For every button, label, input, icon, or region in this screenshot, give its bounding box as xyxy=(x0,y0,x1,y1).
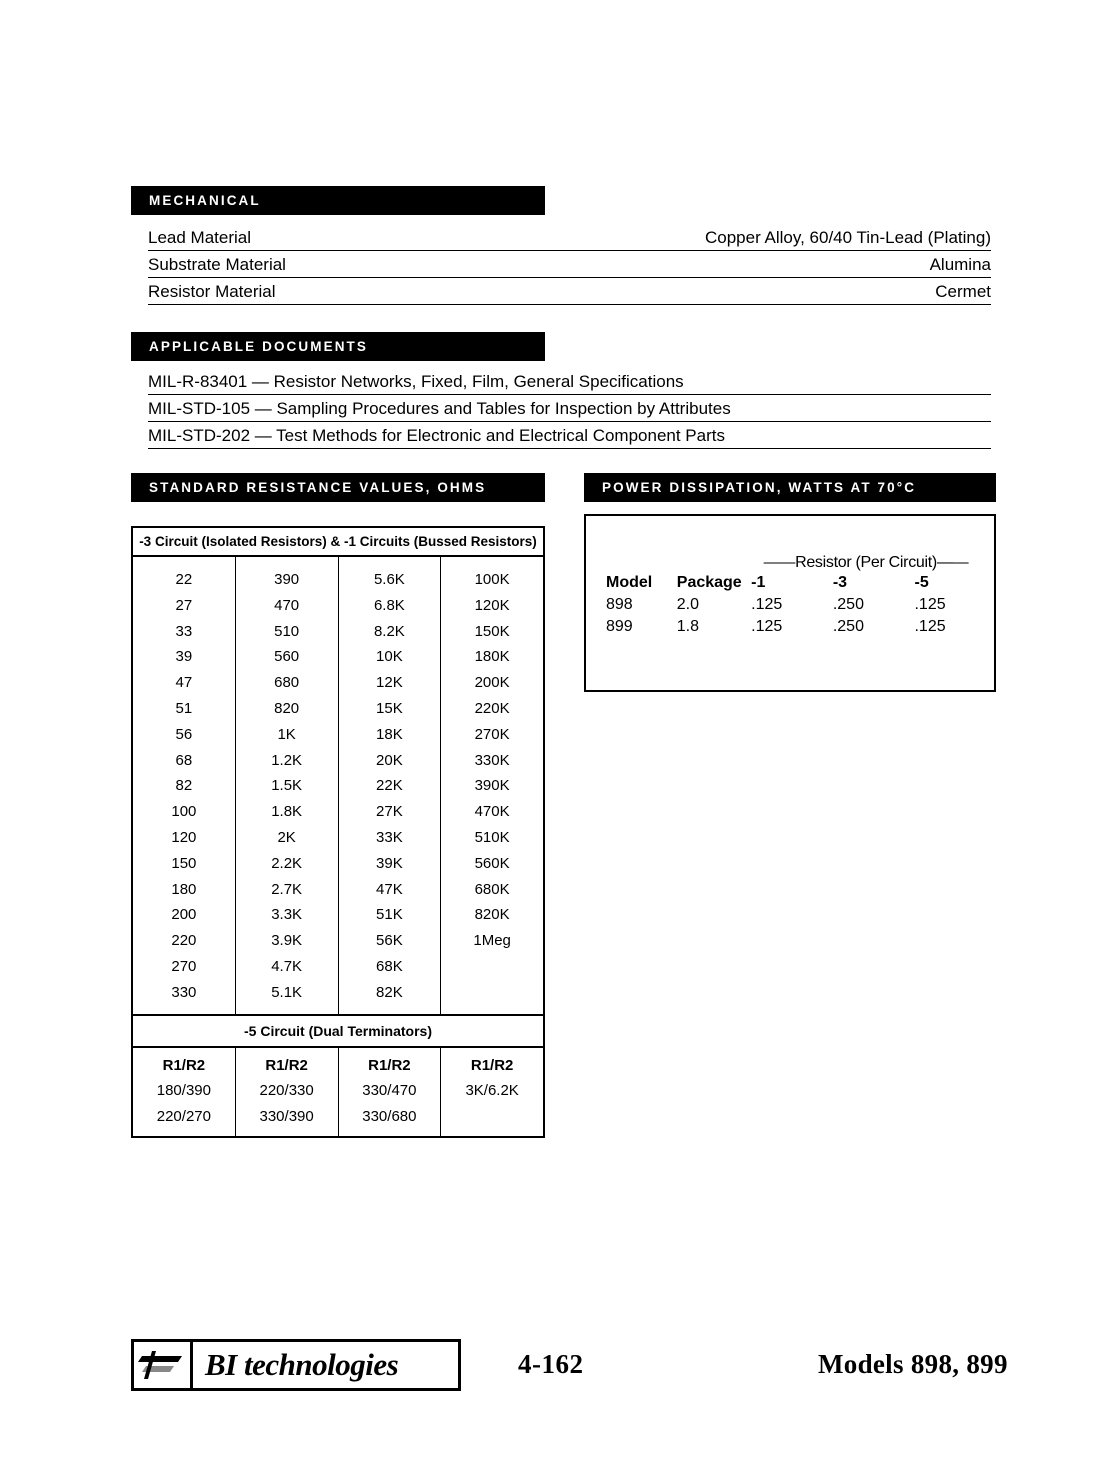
bi-logo-glyph-icon xyxy=(134,1342,190,1388)
cell-package: 2.0 xyxy=(676,596,700,613)
resistance-value: 680 xyxy=(274,674,300,692)
dual-terminators-grid xyxy=(133,1048,543,1137)
resistance-column xyxy=(441,557,543,1014)
resistance-value: 220K xyxy=(474,699,510,717)
resistance-value: 22K xyxy=(376,777,403,795)
resistance-value: 390K xyxy=(474,777,510,795)
dual-value: 330/470 xyxy=(362,1082,417,1100)
table-row xyxy=(606,596,978,614)
resistance-value: 200 xyxy=(171,906,197,924)
resistance-value: 100K xyxy=(474,571,510,588)
resistance-value: 330 xyxy=(171,983,197,1001)
resistance-value: 120 xyxy=(171,828,197,846)
resistance-value: 680K xyxy=(474,880,510,898)
dual-column-header: R1/R2 xyxy=(265,1056,308,1074)
cell-dash5: .125 xyxy=(914,618,946,635)
resistance-value: 68K xyxy=(376,957,403,975)
dual-column xyxy=(339,1048,442,1137)
dual-column-header: R1/R2 xyxy=(470,1056,514,1074)
resistance-value: 1.8K xyxy=(271,803,303,821)
cell-dash5: .125 xyxy=(914,596,946,613)
resistance-value: 180K xyxy=(474,648,510,666)
power-dissipation-table xyxy=(584,514,996,692)
dual-column xyxy=(236,1048,339,1137)
resistance-value: 270K xyxy=(474,725,510,743)
power-header-row xyxy=(606,574,978,592)
resistance-value: 56 xyxy=(175,725,193,743)
footer-models: Models 898, 899 xyxy=(818,1349,1008,1379)
table-row xyxy=(148,282,991,305)
resistance-value-grid xyxy=(133,557,543,1014)
dual-terminators-subtitle: -5 Circuit (Dual Terminators) xyxy=(133,1014,543,1048)
brand-name: BI technologies xyxy=(205,1347,399,1382)
dual-value: 3K/6.2K xyxy=(465,1082,519,1100)
section-header-mechanical: MECHANICAL xyxy=(131,186,545,215)
section-header-standard-resistance: STANDARD RESISTANCE VALUES, OHMS xyxy=(131,473,545,502)
resistance-value: 100 xyxy=(171,803,197,821)
resistance-value: 390 xyxy=(274,571,300,588)
resistance-value: 5.1K xyxy=(271,983,303,1001)
resistance-value: 22 xyxy=(175,571,193,588)
applicable-documents-list xyxy=(148,372,991,453)
cell-model: 898 xyxy=(606,596,633,613)
list-item: MIL-STD-202 — Test Methods for Electronic and Electrical Component Parts xyxy=(148,426,991,449)
resistance-value: 27K xyxy=(376,803,403,821)
resistance-value: 51K xyxy=(376,906,403,924)
cell-package: 1.8 xyxy=(676,618,700,635)
table-row xyxy=(148,255,991,278)
resistance-value: 39K xyxy=(376,854,403,872)
resistance-value: 470K xyxy=(474,803,510,821)
resistance-value: 1.2K xyxy=(271,751,303,769)
cell-model: 899 xyxy=(606,618,633,635)
mechanical-table xyxy=(148,228,991,305)
resistance-value: 82 xyxy=(175,777,193,795)
resistance-value: 56K xyxy=(376,932,403,950)
section-header-applicable-documents: APPLICABLE DOCUMENTS xyxy=(131,332,545,361)
page-number: 4-162 xyxy=(518,1349,584,1379)
bi-mark-icon xyxy=(134,1342,193,1388)
resistance-value: 2.7K xyxy=(271,880,303,898)
dual-value: 220/270 xyxy=(156,1107,211,1125)
resistance-value: 6.8K xyxy=(373,596,405,614)
dual-value: 220/330 xyxy=(259,1082,314,1100)
row-value: Cermet xyxy=(935,282,991,301)
brand-logo xyxy=(131,1339,461,1391)
standard-resistance-table xyxy=(131,526,545,1138)
group-rule-right: —— xyxy=(936,554,969,571)
resistance-value: 4.7K xyxy=(271,957,303,975)
resistance-value: 5.6K xyxy=(373,571,405,588)
resistance-value: 510K xyxy=(474,828,510,846)
resistance-subtitle: -3 Circuit (Isolated Resistors) & -1 Circuits (Bussed Resistors) xyxy=(133,528,543,557)
cell-dash1: .125 xyxy=(751,618,783,635)
resistance-value: 68 xyxy=(175,751,193,769)
dual-column-header: R1/R2 xyxy=(162,1056,206,1074)
resistance-value: 47K xyxy=(376,880,403,898)
resistance-value: 47 xyxy=(175,674,193,692)
dual-value: 180/390 xyxy=(156,1082,211,1100)
resistance-value: 51 xyxy=(175,699,193,717)
resistance-value: 510 xyxy=(274,622,300,640)
resistance-value: 33K xyxy=(376,828,403,846)
resistance-value: 20K xyxy=(376,751,403,769)
row-label: Substrate Material xyxy=(148,255,286,274)
resistance-value: 150K xyxy=(474,622,510,640)
power-group-label xyxy=(754,554,978,572)
resistance-value: 180 xyxy=(171,880,197,898)
resistance-value: 8.2K xyxy=(373,622,405,640)
list-item: MIL-R-83401 — Resistor Networks, Fixed, Film, General Specifications xyxy=(148,372,991,395)
cell-dash3: .250 xyxy=(832,618,864,635)
resistance-value: 470 xyxy=(274,596,300,614)
cell-dash1: .125 xyxy=(751,596,783,613)
column-header-dash3: -3 xyxy=(832,574,848,591)
resistance-column xyxy=(339,557,442,1014)
resistance-value: 220 xyxy=(171,932,197,950)
resistance-value: 560 xyxy=(274,648,300,666)
dual-column xyxy=(441,1048,543,1137)
resistance-value: 270 xyxy=(171,957,197,975)
resistance-value: 82K xyxy=(376,983,403,1001)
resistance-column xyxy=(236,557,339,1014)
resistance-value: 3.3K xyxy=(271,906,303,924)
cell-dash3: .250 xyxy=(832,596,864,613)
column-header-dash5: -5 xyxy=(914,574,929,591)
column-header-model: Model xyxy=(606,574,653,591)
resistance-value: 2K xyxy=(277,828,296,846)
resistance-value: 10K xyxy=(376,648,403,666)
table-row xyxy=(606,618,978,636)
table-row xyxy=(148,228,991,251)
group-label-text: Resistor (Per Circuit) xyxy=(795,554,937,571)
resistance-value: 1K xyxy=(277,725,296,743)
row-value: Alumina xyxy=(929,255,991,274)
column-header-dash1: -1 xyxy=(751,574,766,591)
resistance-value: 200K xyxy=(474,674,510,692)
list-item: MIL-STD-105 — Sampling Procedures and Tables for Inspection by Attributes xyxy=(148,399,991,422)
dual-column-header: R1/R2 xyxy=(368,1056,411,1074)
resistance-value: 15K xyxy=(376,699,403,717)
resistance-value: 2.2K xyxy=(271,854,303,872)
row-value: Copper Alloy, 60/40 Tin-Lead (Plating) xyxy=(704,228,991,247)
resistance-value: 39 xyxy=(175,648,193,666)
resistance-value: 560K xyxy=(474,854,510,872)
row-label: Lead Material xyxy=(148,228,252,247)
row-label: Resistor Material xyxy=(148,282,276,301)
column-header-package: Package xyxy=(676,574,742,591)
resistance-value: 150 xyxy=(171,854,197,872)
resistance-value: 820K xyxy=(474,906,510,924)
resistance-value: 3.9K xyxy=(271,932,303,950)
dual-value: 330/390 xyxy=(259,1107,314,1125)
power-table-inner xyxy=(606,554,978,636)
resistance-column xyxy=(133,557,236,1014)
dual-value: 330/680 xyxy=(362,1107,417,1125)
resistance-value: 120K xyxy=(474,596,510,614)
group-rule-left: —— xyxy=(763,554,796,571)
resistance-value: 1.5K xyxy=(271,777,303,795)
resistance-value: 12K xyxy=(376,674,403,692)
resistance-value: 27 xyxy=(175,596,193,614)
section-header-power-dissipation: POWER DISSIPATION, WATTS AT 70°C xyxy=(584,473,996,502)
resistance-value: 330K xyxy=(474,751,510,769)
dual-column xyxy=(133,1048,236,1137)
resistance-value: 820 xyxy=(274,699,300,717)
resistance-value: 33 xyxy=(175,622,193,640)
resistance-value: 1Meg xyxy=(473,932,511,950)
resistance-value: 18K xyxy=(376,725,403,743)
